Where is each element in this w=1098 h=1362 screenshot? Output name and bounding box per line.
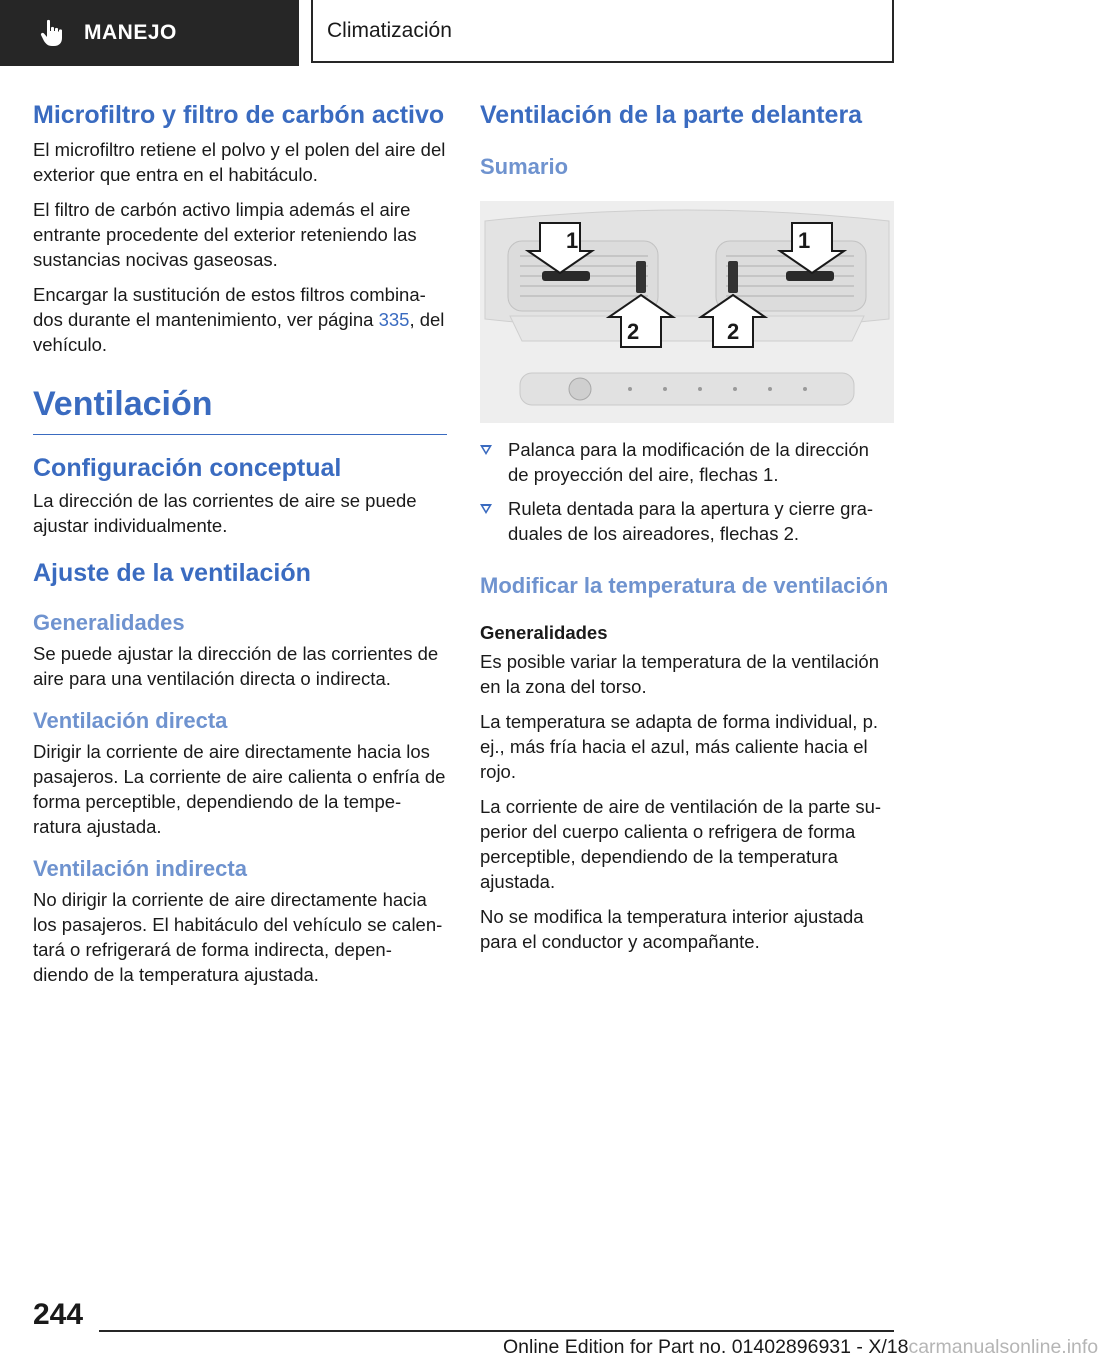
topic-tab (311, 0, 894, 63)
heading-front: Ventilación de la parte delantera (480, 101, 863, 129)
filter-para-2: El filtro de carbón activo limpia además el aire entrante procedente del exterior reteniendo las sustancias nocivas gaseosas. (33, 199, 417, 270)
temp-para-3: La corriente de aire de ventilación de la parte su-perior del cuerpo calienta o refrigera de forma perceptible, dependiendo de la temperatura ajustada. (480, 796, 882, 892)
heading-directa: Ventilación directa (33, 708, 228, 733)
temp-para-1: Es posible variar la temperatura de la ventilación en la zona del torso. (480, 651, 879, 697)
concept-para: La dirección de las corrientes de aire se puede ajustar individualmente. (33, 490, 417, 536)
heading-temp: Modificar la temperatura de ventilación (480, 573, 889, 598)
temp-para-2: La temperatura se adapta de forma individual, p. ej., más fría hacia el azul, más caliente hacia el rojo. (480, 711, 878, 782)
section-tab (0, 0, 299, 66)
filter-para-3-tail: , del vehículo. (33, 309, 445, 355)
page-link[interactable]: 335 (378, 309, 410, 330)
heading-concept: Configuración conceptual (33, 454, 342, 482)
indirecta-para: No dirigir la corriente de aire directamente hacia los pasajeros. El habitáculo del vehículo se calen-tará o refrigerará de forma indirecta, depen-diendo de la temperatura ajustada. (33, 889, 443, 985)
bullet-text: Ruleta dentada para la apertura y cierre gra-duales de los aireadores, flechas 2. (508, 498, 874, 544)
arrow-label-1-left: 1 (566, 228, 579, 253)
left-column (33, 100, 447, 997)
edition-text: Online Edition for Part no. 01402896931 - X/18 (503, 1336, 909, 1358)
heading-indirecta: Ventilación indirecta (33, 856, 247, 881)
list-item (480, 496, 894, 546)
triangle-bullet-icon (480, 504, 492, 514)
heading-generalidades: Generalidades (33, 610, 185, 635)
topic-title: Climatización (327, 18, 452, 42)
bullet-list (480, 437, 894, 546)
footer-divider (99, 1330, 894, 1332)
arrow-label-2-left: 2 (627, 319, 640, 344)
filter-para-3-text: Encargar la sustitución de estos filtros combina-dos durante el mantenimiento, ver página (33, 284, 426, 330)
heading-sumario: Sumario (480, 154, 569, 179)
general-para: Se puede ajustar la dirección de las corrientes de aire para una ventilación directa o indirecta. (33, 643, 439, 689)
section-title: MANEJO (84, 21, 177, 44)
arrow-label-2-right: 2 (727, 319, 740, 344)
page-number: 244 (33, 1298, 84, 1331)
heading-filter: Microfiltro y filtro de carbón activo (33, 101, 445, 129)
heading-ajuste: Ajuste de la ventilación (33, 559, 311, 587)
heading-ventilacion: Ventilación (33, 385, 447, 435)
footer-edition (503, 1336, 1098, 1359)
hand-pointer-icon (40, 19, 66, 47)
right-column (480, 100, 894, 964)
watermark: carmanualsonline.info (908, 1336, 1098, 1358)
bullet-text: Palanca para la modificación de la dirección de proyección del aire, flechas 1. (508, 439, 869, 485)
list-item (480, 437, 894, 487)
subheading-generalidades: Generalidades (480, 622, 608, 643)
filter-para-3 (33, 282, 447, 357)
arrow-label-1-right: 1 (798, 228, 811, 253)
triangle-bullet-icon (480, 445, 492, 455)
vent-figure (480, 201, 894, 423)
temp-para-4: No se modifica la temperatura interior ajustada para el conductor y acompañante. (480, 906, 864, 952)
directa-para: Dirigir la corriente de aire directamente hacia los pasajeros. La corriente de aire calienta o enfría de forma perceptible, dependiendo de la tempe-ratura ajustada. (33, 741, 446, 837)
filter-para-1: El microfiltro retiene el polvo y el polen del aire del exterior que entra en el habitáculo. (33, 139, 446, 185)
